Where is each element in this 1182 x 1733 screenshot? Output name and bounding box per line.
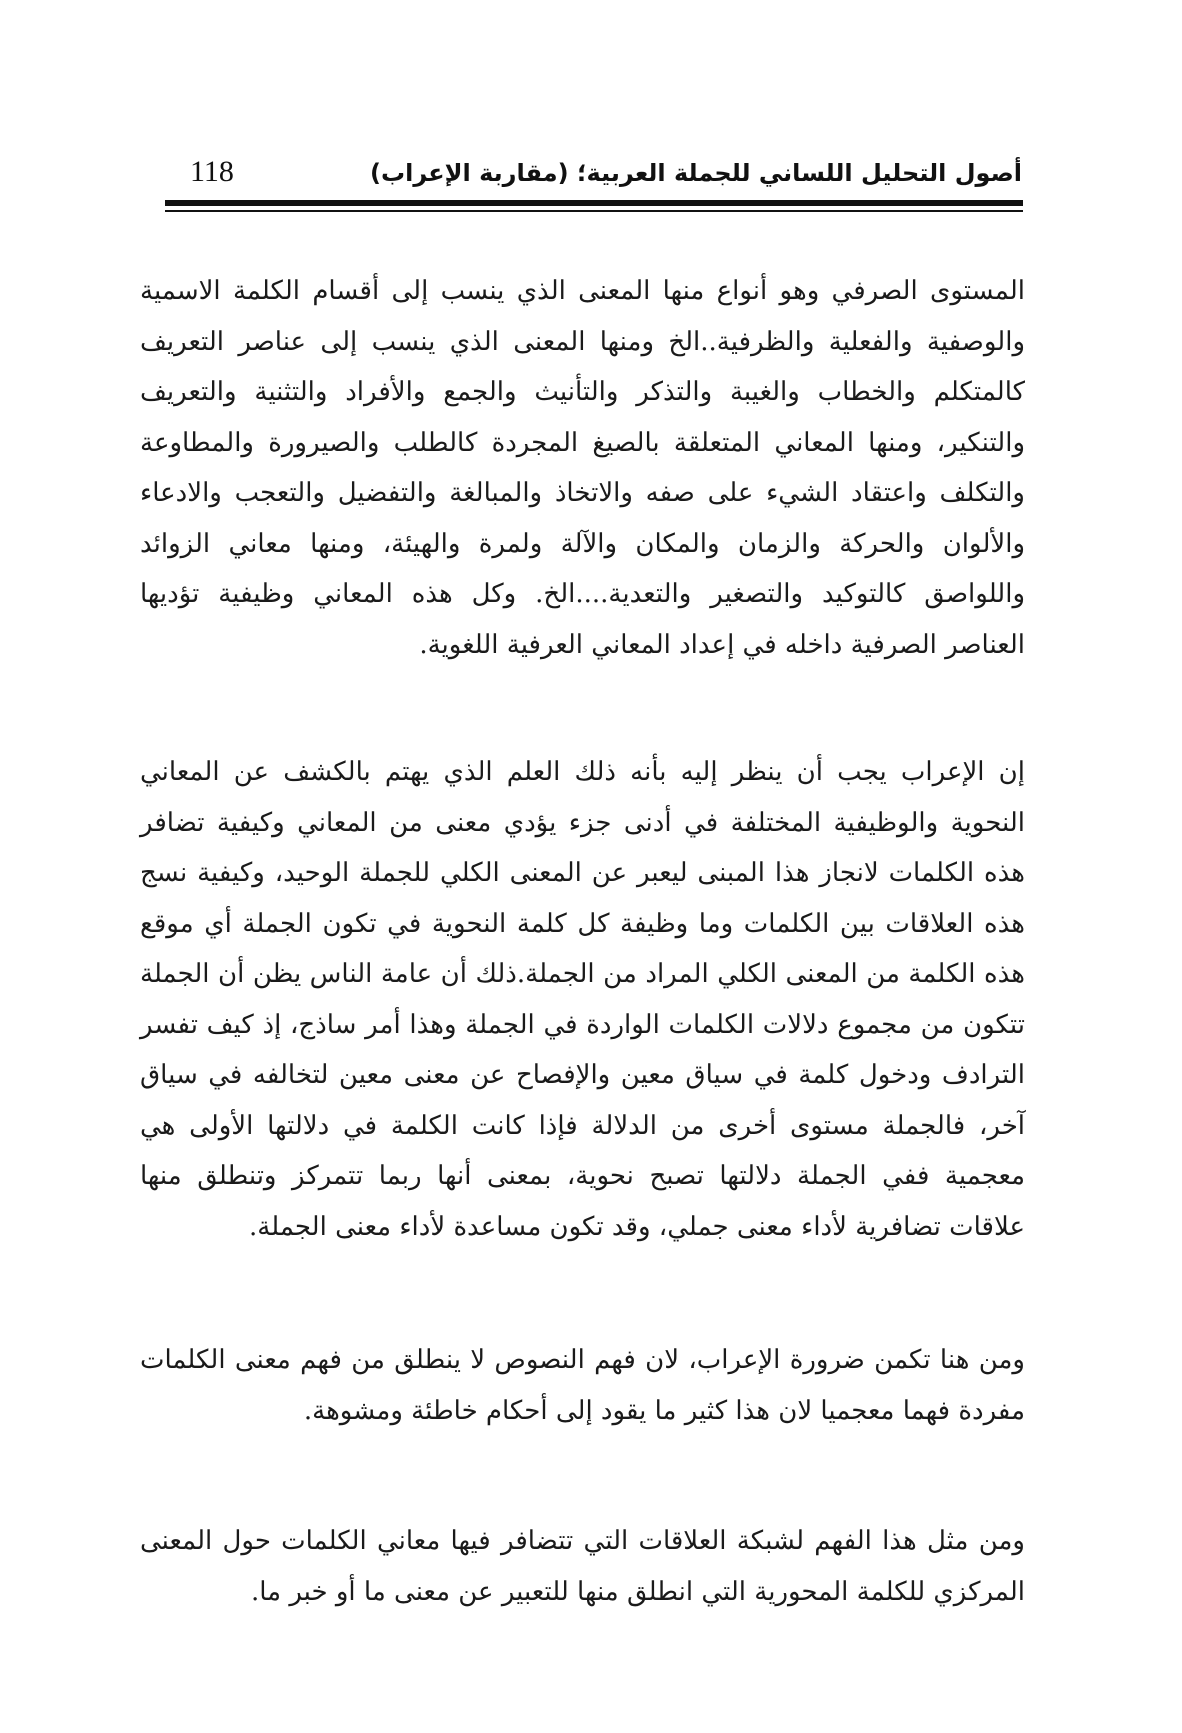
running-title: أصول التحليل اللساني للجملة العربية؛ (مقاربة الإعراب) (370, 159, 1022, 187)
paragraph-necessity-of-irab: ومن هنا تكمن ضرورة الإعراب، لان فهم النصوص لا ينطلق من فهم معنى الكلمات مفردة فهما معجميا لان هذا كثير ما يقود إلى أحكام خاطئة ومشوهة. (140, 1345, 1025, 1426)
header-rule-thick (165, 200, 1023, 206)
page-header (180, 155, 1022, 199)
page-number: 118 (190, 155, 234, 188)
paragraph-definition-of-irab: إن الإعراب يجب أن ينظر إليه بأنه ذلك العلم الذي يهتم بالكشف عن المعاني النحوية والوظيفية المختلفة في أدنى جزء يؤدي معنى من المعاني وكيفية تضافر هذه الكلمات لانجاز هذا المبنى ليعبر عن المعنى الكلي للجملة الوحيد، وكيفية نسج هذه العلاقات بين الكلمات وما وظيفة كل كلمة النحوية في تكون الجملة أي موقع هذه الكلمة من المعنى الكلي المراد من الجملة.ذلك أن عامة الناس يظن أن الجملة تتكون من مجموع دلالات الكلمات الواردة في الجملة وهذا أمر ساذج، إذ كيف تفسر الترادف ودخول كلمة في سياق معين والإفصاح عن معنى معين لتخالفه في سياق آخر، فالجملة مستوى أخرى من الدلالة فإذا كانت الكلمة في دلالتها الأولى هي معجمية ففي الجملة دلالتها تصبح نحوية، بمعنى أنها ربما تتمركز وتنطلق منها علاقات تضافرية لأداء معنى جملي، وقد تكون مساعدة لأداء معنى الجملة. (140, 757, 1025, 1242)
header-rule-thin (165, 210, 1023, 212)
paragraph-morphological-level: المستوى الصرفي وهو أنواع منها المعنى الذي ينسب إلى أقسام الكلمة الاسمية والوصفية والفعلية والظرفية..الخ ومنها المعنى الذي ينسب إلى عناصر التعريف كالمتكلم والخطاب والغيبة والتذكر والتأنيث والجمع والأفراد والتثنية والتعريف والتنكير، ومنها المعاني المتعلقة بالصيغ المجردة كالطلب والصيرورة والمطاوعة والتكلف واعتقاد الشيء على صفه والاتخاذ والمبالغة والتفضيل والتعجب والادعاء والألوان والحركة والزمان والمكان والآلة ولمرة والهيئة، ومنها معاني الزوائد واللواصق كالتوكيد والتصغير والتعدية....الخ. وكل هذه المعاني وظيفية تؤديها العناصر الصرفية داخله في إعداد المعاني العرفية اللغوية. (140, 276, 1025, 660)
paragraph-network-of-relations: ومن مثل هذا الفهم لشبكة العلاقات التي تتضافر فيها معاني الكلمات حول المعنى المركزي للكلمة المحورية التي انطلق منها للتعبير عن معنى ما أو خبر ما. (140, 1526, 1025, 1607)
